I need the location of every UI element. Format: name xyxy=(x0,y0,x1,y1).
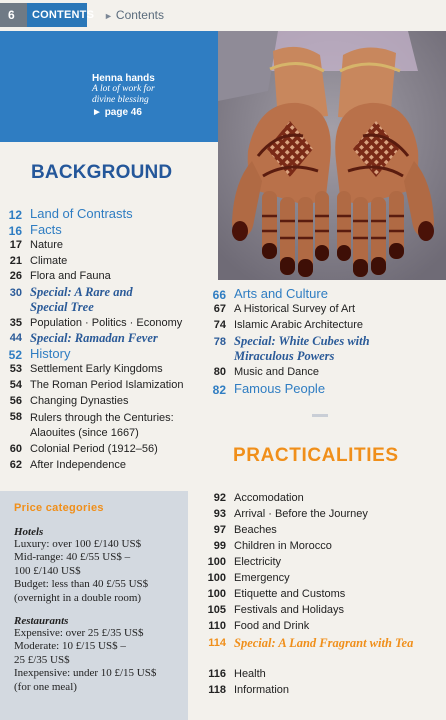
toc-entry[interactable]: 35 Population · Politics · Economy xyxy=(9,317,183,329)
toc-entry[interactable]: 100 Emergency xyxy=(207,572,290,584)
toc-entry[interactable]: 93 Arrival · Before the Journey xyxy=(213,508,368,520)
hotels-line: Budget: less than 40 £/55 US$ xyxy=(14,578,149,591)
toc-entry-special[interactable]: 44 Special: Ramadan Fever xyxy=(9,331,158,345)
caption-description-1: A lot of work for xyxy=(92,84,155,94)
toc-entry[interactable]: 12 Land of Contrasts xyxy=(8,206,133,222)
hotels-line: 100 £/140 US$ xyxy=(14,564,81,577)
caption-description-2: divine blessing xyxy=(92,95,149,105)
page-number: 6 xyxy=(0,3,27,27)
background-heading: BACKGROUND xyxy=(31,162,173,183)
photo-caption xyxy=(92,73,202,118)
toc-entry-special[interactable]: 78 Special: White Cubes with Miraculous Powers xyxy=(213,334,370,363)
caption-title: Henna hands xyxy=(92,73,155,84)
background-toc xyxy=(0,206,215,474)
toc-entry[interactable]: 110 Food and Drink xyxy=(208,620,310,632)
triangle-right-icon: ► xyxy=(104,11,113,21)
toc-entry[interactable]: 17 Nature xyxy=(9,239,64,251)
restaurants-label: Restaurants xyxy=(14,615,69,628)
caption-page-ref[interactable]: ► page 46 xyxy=(92,107,142,118)
toc-entry[interactable]: 54 The Roman Period Islamization xyxy=(9,379,184,391)
practicalities-toc xyxy=(204,491,446,699)
price-categories-title: Price categories xyxy=(14,502,104,514)
hotels-line: (overnight in a double room) xyxy=(14,591,142,604)
breadcrumb xyxy=(104,8,164,22)
toc-entry[interactable]: 56 Changing Dynasties xyxy=(9,395,129,407)
arts-toc xyxy=(204,286,446,397)
toc-entry[interactable]: 26 Flora and Fauna xyxy=(9,270,111,282)
toc-entry[interactable]: 74 Islamic Arabic Architecture xyxy=(213,319,363,331)
toc-entry[interactable]: 66 Arts and Culture xyxy=(212,286,328,302)
hotels-line: Mid-range: 40 £/55 US$ – xyxy=(14,551,131,564)
toc-entry[interactable]: 53 Settlement Early Kingdoms xyxy=(9,363,163,375)
toc-entry[interactable]: 92 Accomodation xyxy=(213,492,304,504)
restaurants-line: Moderate: 10 £/15 US$ – xyxy=(14,640,126,653)
restaurants-line: 25 £/35 US$ xyxy=(14,653,70,666)
breadcrumb-label: Contents xyxy=(115,8,164,22)
toc-entry[interactable]: 60 Colonial Period (1912–56) xyxy=(9,443,158,455)
toc-entry[interactable]: 62 After Independence xyxy=(9,459,127,471)
toc-entry[interactable]: 58 Rulers through the Centuries: Alaouites (since 1667) xyxy=(9,411,174,439)
toc-entry[interactable]: 82 Famous People xyxy=(212,381,326,397)
toc-entry[interactable]: 67 A Historical Survey of Art xyxy=(213,303,356,315)
toc-entry[interactable]: 97 Beaches xyxy=(213,524,277,536)
toc-entry-special[interactable]: 114 Special: A Land Fragrant with Tea xyxy=(208,636,414,650)
price-categories-box xyxy=(0,491,188,720)
toc-entry[interactable]: 116 Health xyxy=(208,668,266,680)
toc-entry-special[interactable]: 30 Special: A Rare and Special Tree xyxy=(9,285,133,314)
divider xyxy=(312,414,328,417)
toc-entry[interactable]: 99 Children in Morocco xyxy=(213,540,332,552)
toc-entry[interactable]: 100 Electricity xyxy=(207,556,282,568)
hotels-line: Luxury: over 100 £/140 US$ xyxy=(14,538,142,550)
restaurants-line: Expensive: over 25 £/35 US$ xyxy=(14,627,144,640)
toc-entry[interactable]: 118 Information xyxy=(208,684,290,696)
henna-hands-photo xyxy=(218,31,446,280)
toc-entry[interactable]: 21 Climate xyxy=(9,254,68,267)
henna-hands-image xyxy=(218,31,446,280)
triangle-right-icon: ► xyxy=(92,107,105,118)
restaurants-line: (for one meal) xyxy=(14,680,77,693)
toc-entry[interactable]: 16 Facts xyxy=(8,222,62,238)
caption-box xyxy=(0,31,218,142)
practicalities-heading: PRACTICALITIES xyxy=(233,445,399,466)
page-header xyxy=(0,0,446,31)
restaurants-line: Inexpensive: under 10 £/15 US$ xyxy=(14,667,157,680)
toc-entry[interactable]: 105 Festivals and Holidays xyxy=(207,604,345,616)
toc-entry[interactable]: 100 Etiquette and Customs xyxy=(207,588,346,600)
toc-entry[interactable]: 52 History xyxy=(8,346,71,362)
hotels-label: Hotels xyxy=(14,526,44,538)
toc-entry[interactable]: 80 Music and Dance xyxy=(213,366,319,378)
section-label: CONTENTS xyxy=(27,3,87,27)
